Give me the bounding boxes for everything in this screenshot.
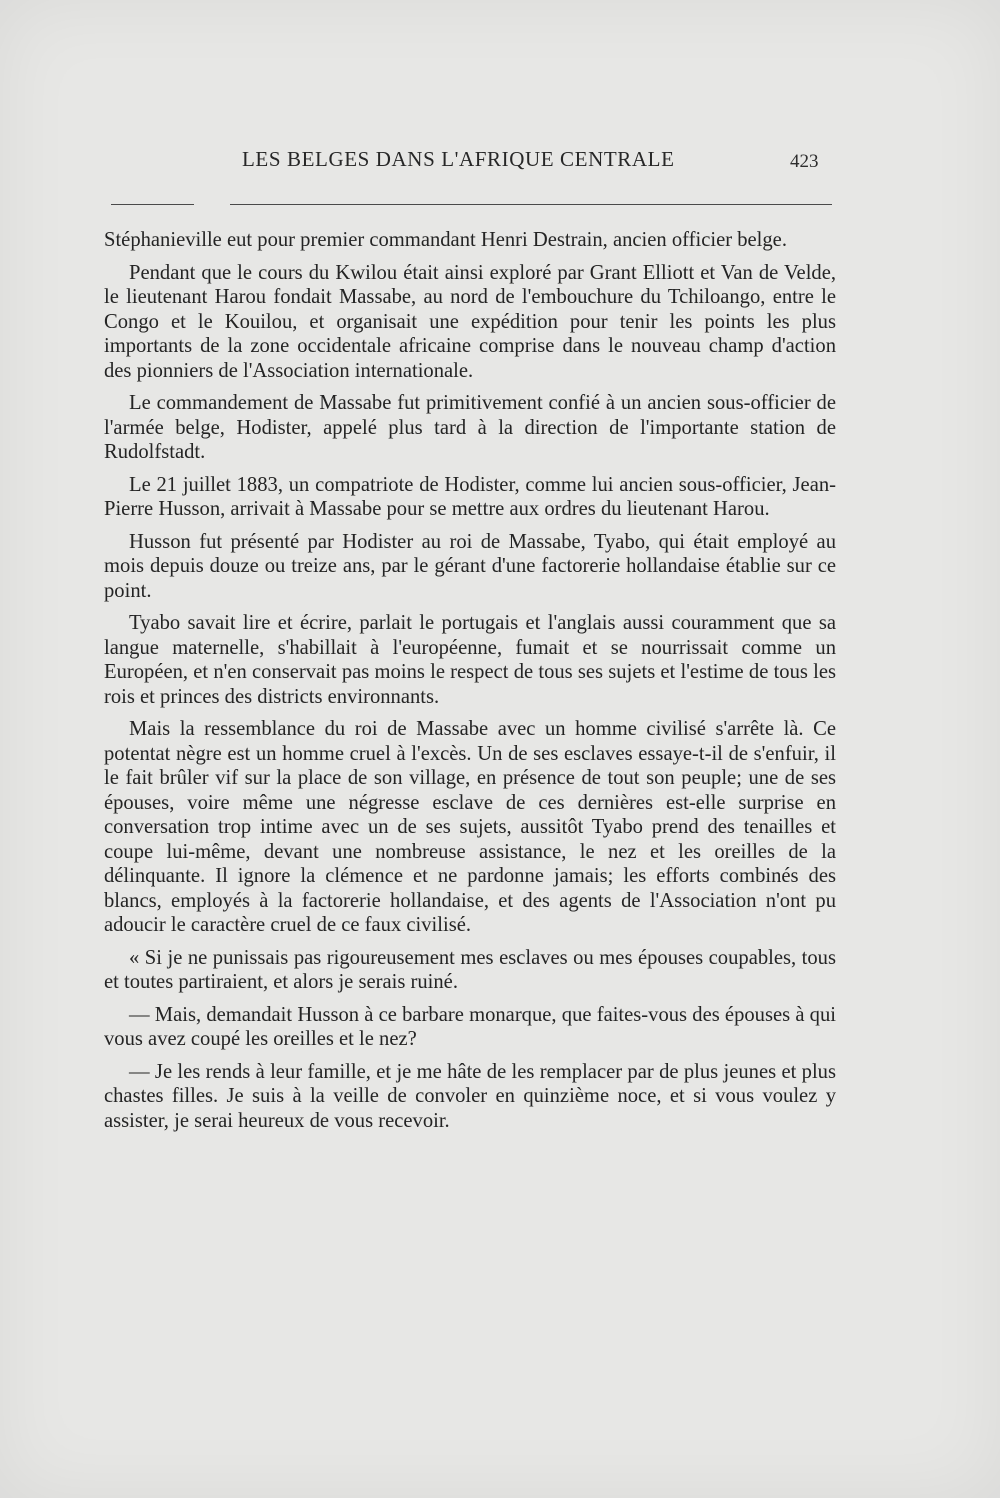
- page-number: 423: [790, 151, 819, 172]
- header-rule-left: [111, 204, 194, 205]
- paragraph: Husson fut présenté par Hodister au roi de Massabe, Tyabo, qui était employé au mois depuis douze ou treize ans, par le gérant d'une factorerie hollandaise établie sur ce point.: [104, 530, 836, 602]
- paragraph: « Si je ne punissais pas rigoureusement mes esclaves ou mes épouses coupables, tous et toutes partiraient, et alors je serais ruiné.: [104, 946, 836, 993]
- body-text: [104, 228, 836, 1141]
- paragraph: Stéphanieville eut pour premier commandant Henri Destrain, ancien officier belge.: [104, 229, 787, 251]
- paragraph: Le commandement de Massabe fut primitivement confié à un ancien sous-officier de l'armée belge, Hodister, appelé plus tard à la direction de l'importante station de Rudolfstadt.: [104, 392, 836, 463]
- paragraph: — Mais, demandait Husson à ce barbare monarque, que faites-vous des épouses à qui vous avez coupé les oreilles et le nez?: [104, 1003, 836, 1050]
- header-rule-right: [230, 204, 832, 205]
- running-title: LES BELGES DANS L'AFRIQUE CENTRALE: [242, 147, 675, 171]
- paragraph: Tyabo savait lire et écrire, parlait le portugais et l'anglais aussi couramment que sa langue maternelle, s'habillait à l'européenne, fumait et se nourrissait comme un Européen, et n'en conservait pas moins le respect de tous ses sujets et l'estime de tous les rois et princes des districts environnants.: [104, 612, 836, 708]
- paragraph: Pendant que le cours du Kwilou était ainsi exploré par Grant Elliott et Van de Velde, le lieutenant Harou fondait Massabe, au nord de l'embouchure du Tchiloango, entre le Congo et le Kouilou, et organisait une expédition pour tenir les points les plus importants de la zone occidentale africaine comprise dans le nouveau champ d'action des pionniers de l'Association internationale.: [104, 261, 836, 382]
- paragraph: Le 21 juillet 1883, un compatriote de Hodister, comme lui ancien sous-officier, Jean-Pierre Husson, arrivait à Massabe pour se mettre aux ordres du lieutenant Harou.: [104, 473, 836, 520]
- paragraph: — Je les rends à leur famille, et je me hâte de les remplacer par de plus jeunes et plus chastes filles. Je suis à la veille de convoler en quinzième noce, et si vous voulez y assister, je serai heureux de vous recevoir.: [104, 1060, 836, 1132]
- running-head: [0, 147, 1000, 171]
- paragraph: Mais la ressemblance du roi de Massabe avec un homme civilisé s'arrête là. Ce potentat nègre est un homme cruel à l'excès. Un de ses esclaves essaye-t-il de s'enfuir, il le fait brûler vif sur la place de son village, en présence de tout son peuple; une de ses épouses, voire même une négresse esclave de ces dernières est-elle surprise en conversation trop intime avec un de ses sujets, aussitôt Tyabo prend des tenailles et coupe lui-même, devant une nombreuse assistance, le nez et les oreilles de la délinquante. Il ignore la clémence et ne pardonne jamais; les efforts combinés des blancs, employés à la factorerie hollandaise, et des agents de l'Association n'ont pu adoucir le caractère cruel de ce faux civilisé.: [104, 718, 836, 936]
